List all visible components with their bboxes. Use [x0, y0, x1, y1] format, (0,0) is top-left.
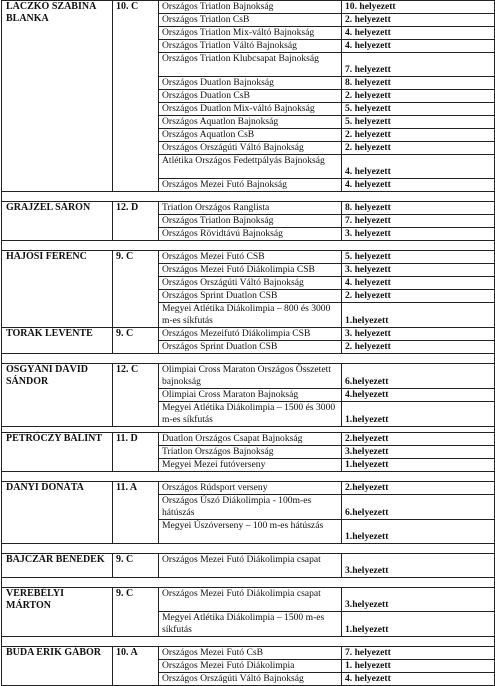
table-row	[2, 364, 495, 389]
competition-name: Megyei Mezei futóverseny	[159, 459, 342, 472]
placement: 7. helyezett	[342, 53, 495, 77]
competition-name: Országos Duatlon Mix-váltó Bajnokság	[159, 103, 342, 116]
competition-name: Országos Triatlon Bajnokság	[159, 1, 342, 14]
placement: 8. helyezett	[342, 77, 495, 90]
table-row	[2, 1, 495, 14]
placement: 6.helyezett	[342, 495, 495, 520]
spacer-row	[2, 544, 495, 554]
placement: 1.helyezett	[342, 459, 495, 472]
placement: 2. helyezett	[342, 90, 495, 103]
competition-name: Országos Sprint Duatlon CSB	[159, 290, 342, 303]
competition-name: Országos Triatlon Mix-váltó Bajnokság	[159, 27, 342, 40]
placement: 3. helyezett	[342, 328, 495, 341]
placement: 3.helyezett	[342, 588, 495, 612]
competition-name: Triatlon Országos Bajnokság	[159, 446, 342, 459]
competition-name: Országos Mezei Futó CSB	[159, 251, 342, 264]
student-name: TORÁK LEVENTE	[2, 328, 113, 354]
competition-name: Országos Rövidtávú Bajnokság	[159, 228, 342, 241]
student-class: 12. C	[113, 364, 159, 427]
competition-name: Országos Mezei Futó Diákolimpia CSB	[159, 264, 342, 277]
placement: 6.helyezett	[342, 364, 495, 389]
spacer-row	[2, 192, 495, 202]
table-row	[2, 433, 495, 446]
spacer-row	[2, 241, 495, 251]
results-table	[1, 0, 495, 686]
placement: 2. helyezett	[342, 341, 495, 354]
competition-name: Országos Úszó Diákolimpia - 100m-es hátúszás	[159, 495, 342, 520]
competition-name: Országos Mezei Futó Diákolimpia	[159, 660, 342, 673]
spacer-row	[2, 637, 495, 647]
student-name: PETRÓCZY BÁLINT	[2, 433, 113, 472]
competition-name: Országos Országúti Váltó Bajnokság	[159, 673, 342, 686]
spacer-row	[2, 472, 495, 482]
competition-name: Olimpiai Cross Maraton Bajnokság	[159, 389, 342, 402]
competition-name: Országos Országúti Váltó Bajnokság	[159, 277, 342, 290]
placement: 2.helyezett	[342, 482, 495, 495]
placement: 8. helyezett	[342, 202, 495, 215]
placement: 2. helyezett	[342, 142, 495, 155]
competition-name: Triatlon Országos Ranglista	[159, 202, 342, 215]
placement: 2. helyezett	[342, 290, 495, 303]
spacer-cell	[2, 544, 495, 554]
placement: 2.helyezett	[342, 433, 495, 446]
placement: 3.helyezett	[342, 446, 495, 459]
spacer-cell	[2, 192, 495, 202]
placement: 5. helyezett	[342, 103, 495, 116]
student-class: 12. D	[113, 202, 159, 241]
table-row	[2, 647, 495, 660]
placement: 4.helyezett	[342, 389, 495, 402]
placement: 4. helyezett	[342, 179, 495, 192]
table-row	[2, 482, 495, 495]
placement: 5. helyezett	[342, 116, 495, 129]
student-name: BAJCZÁR BENEDEK	[2, 554, 113, 578]
competition-name: Országos Triatlon Bajnokság	[159, 215, 342, 228]
student-class: 9. C	[113, 328, 159, 354]
competition-name: Országos Mezei Futó Diákolimpia csapat	[159, 554, 342, 578]
placement: 2. helyezett	[342, 14, 495, 27]
student-name: VEREBÉLYI MÁRTON	[2, 588, 113, 637]
competition-name: Országos Mezei Futó Bajnokság	[159, 179, 342, 192]
placement: 5. helyezett	[342, 251, 495, 264]
competition-name: Megyei Atlétika Diákolimpia – 1500 és 3000 m-es síkfutás	[159, 402, 342, 427]
student-name: LACZKÓ SZABINA BLANKA	[2, 1, 113, 192]
placement: 4. helyezett	[342, 277, 495, 290]
competition-name: Országos Triatlon Váltó Bajnokság	[159, 40, 342, 53]
competition-name: Országos Triatlon Klubcsapat Bajnokság	[159, 53, 342, 77]
placement: 1. helyezett	[342, 660, 495, 673]
placement: 2. helyezett	[342, 129, 495, 142]
student-class: 9. C	[113, 588, 159, 637]
student-name: OSGYÁNI DÁVID SÁNDOR	[2, 364, 113, 427]
spacer-cell	[2, 354, 495, 364]
table-row	[2, 328, 495, 341]
placement: 10. helyezett	[342, 1, 495, 14]
competition-name: Duatlon Országos Csapat Bajnokság	[159, 433, 342, 446]
placement: 1.helyezett	[342, 402, 495, 427]
student-class: 11. D	[113, 433, 159, 472]
competition-name: Országos Duatlon CsB	[159, 90, 342, 103]
placement: 3. helyezett	[342, 264, 495, 277]
student-name: BUDA ERIK GÁBOR	[2, 647, 113, 686]
placement: 4. helyezett	[342, 673, 495, 686]
student-name: GRAJZEL SÁRON	[2, 202, 113, 241]
competition-name: Országos Mezeifutó Diákolimpia CSB	[159, 328, 342, 341]
competition-name: Megyei Atlétika Diákolimpia – 1500 m-es síkfutás	[159, 612, 342, 637]
placement: 7. helyezett	[342, 647, 495, 660]
student-class: 10. A	[113, 647, 159, 686]
spacer-row	[2, 354, 495, 364]
spacer-cell	[2, 472, 495, 482]
competition-name: Atlétika Országos Fedettpályás Bajnokság	[159, 155, 342, 179]
placement: 1.helyezett	[342, 303, 495, 328]
competition-name: Országos Triatlon CsB	[159, 14, 342, 27]
table-row	[2, 251, 495, 264]
table-row	[2, 554, 495, 578]
competition-name: Megyei Atlétika Diákolimpia – 800 és 3000 m-es síkfutás	[159, 303, 342, 328]
competition-name: Országos Rúdsport verseny	[159, 482, 342, 495]
competition-name: Olimpiai Cross Maraton Országos Összetett bajnokság	[159, 364, 342, 389]
placement: 3. helyezett	[342, 228, 495, 241]
placement: 4. helyezett	[342, 27, 495, 40]
placement: 1.helyezett	[342, 520, 495, 544]
student-class: 9. C	[113, 251, 159, 328]
competition-name: Megyei Úszóverseny – 100 m-es hátúszás	[159, 520, 342, 544]
spacer-cell	[2, 241, 495, 251]
competition-name: Országos Országúti Váltó Bajnokság	[159, 142, 342, 155]
table-row	[2, 588, 495, 612]
spacer-cell	[2, 637, 495, 647]
competition-name: Országos Mezei Futó Diákolimpia csapat	[159, 588, 342, 612]
student-name: HAJÓSI FERENC	[2, 251, 113, 328]
placement: 1.helyezett	[342, 612, 495, 637]
competition-name: Országos Duatlon Bajnokság	[159, 77, 342, 90]
table-row	[2, 202, 495, 215]
student-name: DANYI DONÁTA	[2, 482, 113, 544]
placement: 7. helyezett	[342, 215, 495, 228]
competition-name: Országos Mezei Futó CsB	[159, 647, 342, 660]
competition-name: Országos Sprint Duatlon CSB	[159, 341, 342, 354]
competition-name: Országos Aquatlon Bajnokság	[159, 116, 342, 129]
placement: 4. helyezett	[342, 40, 495, 53]
student-class: 11. A	[113, 482, 159, 544]
spacer-row	[2, 578, 495, 588]
spacer-cell	[2, 578, 495, 588]
placement: 3.helyezett	[342, 554, 495, 578]
placement: 4. helyezett	[342, 155, 495, 179]
student-class: 9. C	[113, 554, 159, 578]
student-class: 10. C	[113, 1, 159, 192]
competition-name: Országos Aquatlon CsB	[159, 129, 342, 142]
results-table-body	[2, 1, 495, 686]
